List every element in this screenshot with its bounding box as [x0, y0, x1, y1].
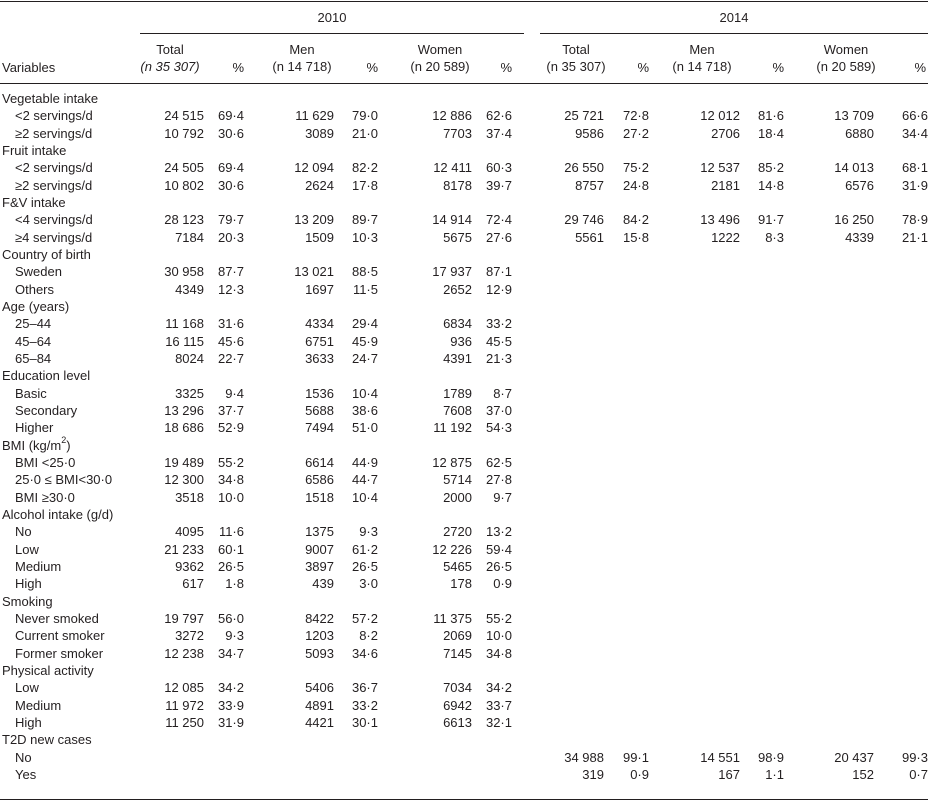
bottom-rule — [0, 799, 928, 800]
table-cell: 88·5 — [351, 264, 378, 280]
row-label: 45–64 — [15, 333, 52, 349]
table-cell: 30·1 — [351, 714, 378, 730]
table-cell: 18 686 — [164, 420, 204, 436]
table-cell: 33·2 — [485, 316, 512, 332]
table-cell: 54·3 — [485, 420, 512, 436]
table-cell: 18·4 — [757, 125, 784, 141]
table-cell: 6751 — [305, 333, 334, 349]
table-cell: 57·2 — [351, 610, 378, 626]
table-cell: 24 505 — [164, 160, 204, 176]
table-cell: 56·0 — [217, 610, 244, 626]
table-cell: 936 — [450, 333, 472, 349]
table-cell: 12 537 — [700, 160, 740, 176]
table-cell: 1697 — [305, 281, 334, 297]
pct-2010-men-header: % — [366, 60, 378, 75]
table-cell: 8024 — [175, 350, 204, 366]
table-cell: 8178 — [443, 177, 472, 193]
row-label: ≥2 servings/d — [15, 177, 93, 193]
table-cell: 22·7 — [217, 350, 244, 366]
table-cell: 10 792 — [164, 125, 204, 141]
table-cell: 55·2 — [485, 610, 512, 626]
group-label: Country of birth — [2, 247, 91, 262]
row-label: Medium — [15, 697, 62, 713]
table-cell: 27·8 — [485, 472, 512, 488]
table-cell: 26·5 — [485, 558, 512, 574]
table-cell: 12 411 — [433, 160, 472, 176]
table-cell: 4339 — [845, 229, 874, 245]
table-cell: 1203 — [305, 628, 334, 644]
table-cell: 5465 — [443, 558, 472, 574]
table-cell: 152 — [852, 766, 874, 782]
table-cell: 44·9 — [351, 454, 378, 470]
women-2010-n: (n 20 589) — [410, 59, 470, 74]
table-cell: 11 168 — [165, 316, 204, 332]
table-cell: 13 709 — [834, 108, 874, 124]
table-cell: 31·6 — [217, 316, 244, 332]
table-cell: 1789 — [443, 385, 472, 401]
table-cell: 62·5 — [485, 454, 512, 470]
table-cell: 89·7 — [351, 212, 378, 228]
table-cell: 4095 — [175, 524, 204, 540]
table-cell: 9·4 — [225, 385, 244, 401]
table-cell: 1·8 — [225, 576, 244, 592]
table-cell: 2706 — [711, 125, 740, 141]
men-2014-n: (n 14 718) — [672, 59, 732, 74]
table-cell: 11 629 — [295, 108, 334, 124]
table-cell: 60·3 — [485, 160, 512, 176]
table-cell: 84·2 — [622, 212, 649, 228]
table-cell: 6614 — [305, 454, 334, 470]
table-cell: 5093 — [305, 645, 334, 661]
row-label: Secondary — [15, 402, 78, 418]
table-cell: 12·9 — [485, 281, 512, 297]
table-cell: 3518 — [175, 489, 204, 505]
top-rule — [0, 1, 928, 2]
table-cell: 11 250 — [165, 714, 204, 730]
table-cell: 75·2 — [622, 160, 649, 176]
table-cell: 2000 — [443, 489, 472, 505]
table-cell: 44·7 — [351, 472, 378, 488]
table-cell: 0·9 — [630, 766, 649, 782]
table-cell: 32·1 — [485, 714, 512, 730]
table-cell: 78·9 — [901, 212, 928, 228]
row-label: BMI ≥30·0 — [15, 489, 75, 505]
row-label: Medium — [15, 558, 62, 574]
table-cell: 617 — [182, 576, 204, 592]
table-cell: 4349 — [175, 281, 204, 297]
table-cell: 4334 — [305, 316, 334, 332]
women-2014-n: (n 20 589) — [816, 59, 876, 74]
table-cell: 19 797 — [164, 610, 204, 626]
row-label: Higher — [15, 420, 54, 436]
table-cell: 19 489 — [164, 454, 204, 470]
row-label: No — [15, 524, 32, 540]
table-cell: 0·9 — [493, 576, 512, 592]
table-cell: 12 300 — [164, 472, 204, 488]
table-cell: 12 085 — [164, 680, 204, 696]
table-cell: 11·6 — [218, 524, 244, 540]
row-label: Never smoked — [15, 610, 99, 626]
table-cell: 34·2 — [217, 680, 244, 696]
table-cell: 1·1 — [765, 766, 784, 782]
table-cell: 5675 — [443, 229, 472, 245]
table-cell: 3·0 — [359, 576, 378, 592]
group-label: Physical activity — [2, 662, 94, 678]
table-cell: 11 192 — [433, 420, 472, 436]
table-cell: 6834 — [443, 316, 472, 332]
table-cell: 72·4 — [485, 212, 512, 228]
table-cell: 99·3 — [901, 749, 928, 765]
total-2014-header: Total — [562, 42, 590, 57]
row-label: High — [15, 576, 42, 592]
table-cell: 12 875 — [432, 454, 472, 470]
table-cell: 34·2 — [485, 680, 512, 696]
table-cell: 1222 — [711, 229, 740, 245]
table-cell: 68·1 — [901, 160, 928, 176]
table-cell: 33·2 — [351, 697, 378, 713]
row-label: Basic — [15, 385, 47, 401]
group-label: Alcohol intake (g/d) — [2, 506, 114, 522]
table-cell: 7145 — [443, 645, 472, 661]
header-rule — [0, 83, 928, 84]
table-cell: 12 238 — [164, 645, 204, 661]
total-2010-header: Total — [156, 42, 184, 57]
table-cell: 319 — [582, 766, 604, 782]
row-label: Yes — [15, 766, 37, 782]
table-cell: 2624 — [305, 177, 334, 193]
year-2010-header: 2010 — [317, 10, 347, 25]
table-cell: 30 958 — [164, 264, 204, 280]
table-cell: 10 802 — [164, 177, 204, 193]
table-cell: 21·3 — [485, 350, 512, 366]
table-cell: 1375 — [305, 524, 334, 540]
table-cell: 8757 — [575, 177, 604, 193]
table-cell: 3325 — [175, 385, 204, 401]
table-cell: 178 — [450, 576, 472, 592]
table-cell: 7034 — [443, 680, 472, 696]
table-cell: 11·5 — [352, 281, 378, 297]
table-cell: 37·7 — [217, 402, 244, 418]
table-cell: 10·0 — [485, 628, 512, 644]
table-cell: 13 021 — [294, 264, 334, 280]
table-cell: 26·5 — [217, 558, 244, 574]
table-cell: 38·6 — [351, 402, 378, 418]
table-cell: 13 296 — [164, 402, 204, 418]
year-2014-header: 2014 — [719, 10, 749, 25]
men-2010-n: (n 14 718) — [272, 59, 332, 74]
table-cell: 3633 — [305, 350, 334, 366]
table-cell: 29·4 — [351, 316, 378, 332]
table-cell: 1509 — [305, 229, 334, 245]
table-cell: 12 094 — [294, 160, 334, 176]
table-cell: 39·7 — [485, 177, 512, 193]
year-2014-rule — [540, 33, 928, 34]
table-cell: 55·2 — [217, 454, 244, 470]
table-cell: 36·7 — [351, 680, 378, 696]
table-cell: 21·1 — [901, 229, 928, 245]
women-2014-header: Women — [823, 42, 869, 57]
table-cell: 34·8 — [485, 645, 512, 661]
row-label: Low — [15, 541, 39, 557]
table-cell: 45·6 — [217, 333, 244, 349]
table-cell: 5561 — [575, 229, 604, 245]
table-cell: 30·6 — [217, 177, 244, 193]
row-label: ≥2 servings/d — [15, 125, 93, 141]
row-label: High — [15, 714, 42, 730]
table-cell: 82·2 — [351, 160, 378, 176]
table-cell: 4421 — [305, 714, 334, 730]
total-2014-n: (n 35 307) — [546, 59, 606, 74]
total-2010-n: (n 35 307) — [140, 59, 200, 74]
table-cell: 26·5 — [351, 558, 378, 574]
men-2010-header: Men — [289, 42, 315, 57]
table-cell: 10·3 — [351, 229, 378, 245]
table-cell: 9007 — [305, 541, 334, 557]
table-cell: 62·6 — [485, 108, 512, 124]
table-cell: 85·2 — [757, 160, 784, 176]
table-cell: 79·0 — [351, 108, 378, 124]
table-cell: 10·0 — [217, 489, 244, 505]
row-label: ≥4 servings/d — [15, 229, 93, 245]
table-cell: 16 115 — [165, 333, 204, 349]
table-cell: 24·7 — [351, 350, 378, 366]
table-cell: 13 209 — [294, 212, 334, 228]
table-cell: 12·3 — [217, 281, 244, 297]
table-cell: 2181 — [711, 177, 740, 193]
row-label: No — [15, 749, 32, 765]
table-cell: 6576 — [845, 177, 874, 193]
group-label: T2D new cases — [2, 732, 92, 748]
table-cell: 10·4 — [351, 385, 378, 401]
pct-2014-men-header: % — [772, 60, 784, 75]
table-cell: 16 250 — [834, 212, 874, 228]
table-cell: 17·8 — [351, 177, 378, 193]
table-cell: 28 123 — [164, 212, 204, 228]
group-label: BMI $(kg/m^2)$ — [2, 435, 71, 453]
table-cell: 34·8 — [217, 472, 244, 488]
table-cell: 99·1 — [622, 749, 649, 765]
men-2014-header: Men — [689, 42, 715, 57]
table-cell: 167 — [718, 766, 740, 782]
table-cell: 6613 — [443, 714, 472, 730]
table-cell: 60·1 — [217, 541, 244, 557]
table-cell: 5714 — [443, 472, 472, 488]
group-label: Smoking — [2, 593, 53, 609]
table-cell: 5406 — [305, 680, 334, 696]
table-cell: 3089 — [305, 125, 334, 141]
table-cell: 14 013 — [834, 160, 874, 176]
table-cell: 34·6 — [351, 645, 378, 661]
table-cell: 27·2 — [622, 125, 649, 141]
table-cell: 21·0 — [351, 125, 378, 141]
row-label: Sweden — [15, 264, 62, 280]
table-cell: 31·9 — [901, 177, 928, 193]
row-label: <4 servings/d — [15, 212, 93, 228]
table-cell: 21 233 — [164, 541, 204, 557]
table-cell: 9·7 — [493, 489, 512, 505]
row-label: BMI <25·0 — [15, 454, 76, 470]
table-cell: 6880 — [845, 125, 874, 141]
variables-header: Variables — [2, 60, 56, 75]
table-cell: 9·3 — [225, 628, 244, 644]
table-cell: 12 012 — [700, 108, 740, 124]
table-cell: 87·7 — [217, 264, 244, 280]
group-label: Education level — [2, 368, 91, 384]
table-cell: 13·2 — [485, 524, 512, 540]
table-cell: 98·9 — [757, 749, 784, 765]
row-label: Current smoker — [15, 628, 105, 644]
table-cell: 7184 — [175, 229, 204, 245]
table-cell: 31·9 — [217, 714, 244, 730]
table-cell: 20 437 — [834, 749, 874, 765]
table-cell: 12 226 — [432, 541, 472, 557]
table-cell: 25 721 — [564, 108, 604, 124]
table-cell: 7608 — [443, 402, 472, 418]
row-label: <2 servings/d — [15, 108, 93, 124]
table-cell: 8·7 — [493, 385, 512, 401]
table-cell: 33·7 — [485, 697, 512, 713]
table-cell: 2652 — [443, 281, 472, 297]
row-label: <2 servings/d — [15, 160, 93, 176]
table-cell: 2069 — [443, 628, 472, 644]
table-cell: 8·2 — [359, 628, 378, 644]
table-cell: 45·9 — [351, 333, 378, 349]
row-label: Former smoker — [15, 645, 104, 661]
row-label: Others — [15, 281, 55, 297]
table-cell: 37·4 — [485, 125, 512, 141]
table-cell: 81·6 — [757, 108, 784, 124]
table-cell: 4391 — [443, 350, 472, 366]
table-cell: 1536 — [305, 385, 334, 401]
row-label: 25·0 ≤ BMI<30·0 — [15, 472, 113, 488]
pct-2010-women-header: % — [500, 60, 512, 75]
table-cell: 3897 — [305, 558, 334, 574]
table-cell: 15·8 — [622, 229, 649, 245]
table-cell: 30·6 — [217, 125, 244, 141]
table-cell: 33·9 — [217, 697, 244, 713]
pct-2010-total-header: % — [232, 60, 244, 75]
table-cell: 34·7 — [217, 645, 244, 661]
table-cell: 11 972 — [165, 697, 204, 713]
table-cell: 66·6 — [901, 108, 928, 124]
table-cell: 4891 — [305, 697, 334, 713]
table-cell: 7703 — [443, 125, 472, 141]
table-cell: 3272 — [175, 628, 204, 644]
table-cell: 24·8 — [622, 177, 649, 193]
women-2010-header: Women — [417, 42, 463, 57]
table-cell: 37·0 — [485, 402, 512, 418]
table-cell: 9586 — [575, 125, 604, 141]
table-cell: 7494 — [305, 420, 334, 436]
table-cell: 9362 — [175, 558, 204, 574]
table-cell: 12 886 — [432, 108, 472, 124]
table-cell: 20·3 — [217, 229, 244, 245]
table-cell: 91·7 — [757, 212, 784, 228]
table-cell: 8·3 — [765, 229, 784, 245]
table-cell: 51·0 — [351, 420, 378, 436]
row-label: 25–44 — [15, 316, 52, 332]
table-cell: 61·2 — [351, 541, 378, 557]
table-cell: 79·7 — [217, 212, 244, 228]
table-cell: 13 496 — [700, 212, 740, 228]
table-cell: 14·8 — [757, 177, 784, 193]
table-cell: 24 515 — [164, 108, 204, 124]
table-cell: 6942 — [443, 697, 472, 713]
table-cell: 26 550 — [564, 160, 604, 176]
table-cell: 6586 — [305, 472, 334, 488]
table-cell: 8422 — [305, 610, 334, 626]
table-cell: 87·1 — [485, 264, 512, 280]
row-label: Low — [15, 680, 39, 696]
group-label: Age (years) — [2, 299, 70, 314]
table-cell: 52·9 — [217, 420, 244, 436]
group-label: Vegetable intake — [2, 91, 99, 106]
year-2010-rule — [140, 33, 524, 34]
table-cell: 14 551 — [700, 749, 740, 765]
table-cell: 17 937 — [432, 264, 472, 280]
table-cell: 27·6 — [485, 229, 512, 245]
table-cell: 59·4 — [485, 541, 512, 557]
table-cell: 34·4 — [901, 125, 928, 141]
table-cell: 34 988 — [564, 749, 604, 765]
table-cell: 45·5 — [485, 333, 512, 349]
table-cell: 72·8 — [622, 108, 649, 124]
table-cell: 69·4 — [217, 108, 244, 124]
row-label: 65–84 — [15, 350, 52, 366]
table-cell: 439 — [312, 576, 334, 592]
group-label: F&V intake — [2, 195, 66, 210]
table-cell: 14 914 — [432, 212, 472, 228]
table-cell: 11 375 — [433, 610, 472, 626]
table-cell: 29 746 — [564, 212, 604, 228]
table-cell: 2720 — [443, 524, 472, 540]
table-cell: 10·4 — [351, 489, 378, 505]
pct-2014-total-header: % — [637, 60, 649, 75]
group-label: Fruit intake — [2, 143, 67, 158]
table-cell: 5688 — [305, 402, 334, 418]
table-cell: 1518 — [305, 489, 334, 505]
table-cell: 9·3 — [359, 524, 378, 540]
table-cell: 0·7 — [909, 766, 928, 782]
table-cell: 69·4 — [217, 160, 244, 176]
pct-2014-women-header: % — [914, 60, 926, 75]
